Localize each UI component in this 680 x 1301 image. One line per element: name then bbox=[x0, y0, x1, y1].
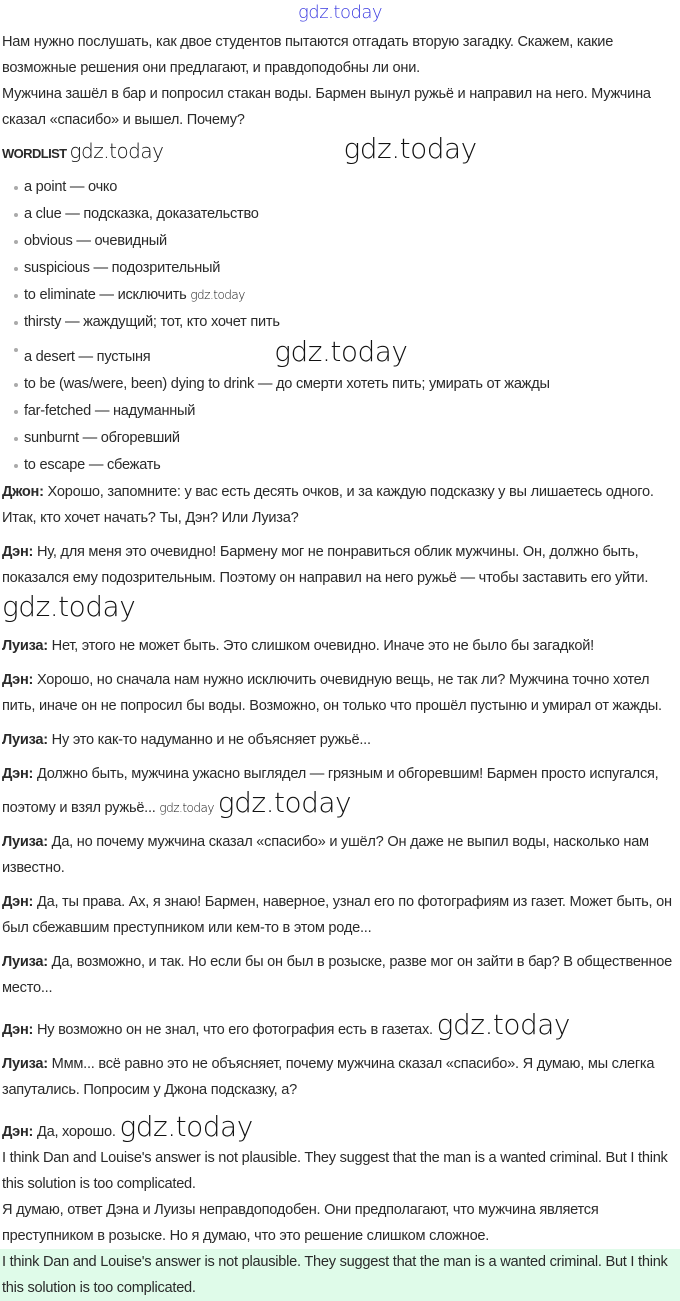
list-item-text: thirsty — жаждущий; тот, кто хочет пить bbox=[24, 314, 280, 330]
list-item-text: a desert — пустыня bbox=[24, 349, 151, 365]
dialogue-line bbox=[2, 829, 680, 881]
dialogue-text: Хорошо, запомните: у вас есть десять очков, и за каждую подсказку у вы лишаетесь одного. Итак, кто хочет начать? Ты, Дэн? Или Луиза? bbox=[2, 484, 654, 526]
dialogue-text: Да, возможно, и так. Но если бы он был в розыске, разве мог он зайти в бар? В общественное место... bbox=[2, 954, 673, 996]
riddle-text: Мужчина зашёл в бар и попросил стакан воды. Бармен вынул ружьё и направил на него. Мужчина сказал «спасибо» и вышел. Почему? bbox=[2, 86, 651, 128]
watermark: gdz.today bbox=[190, 288, 245, 302]
watermark: gdz.today bbox=[274, 335, 408, 368]
watermark-top: gdz.today bbox=[298, 2, 383, 23]
watermark: gdz.today bbox=[119, 1110, 253, 1143]
speaker-name: Дэн: bbox=[2, 1022, 34, 1038]
dialogue-text: Ну возможно он не знал, что его фотография есть в газетах. bbox=[33, 1022, 433, 1038]
speaker-name: Луиза: bbox=[2, 1056, 48, 1072]
wordlist bbox=[2, 174, 680, 479]
dialogue-text: Ну это как-то надуманно и не объясняет ружьё... bbox=[47, 732, 371, 748]
list-item-text: a point — очко bbox=[24, 179, 118, 195]
watermark: gdz.today bbox=[159, 801, 214, 815]
list-item-text: to eliminate — исключить bbox=[24, 287, 187, 303]
watermark: gdz.today bbox=[436, 1008, 570, 1041]
dialogue-text: Да, но почему мужчина сказал «спасибо» и ушёл? Он даже не выпил воды, насколько нам известно. bbox=[2, 834, 649, 876]
speaker-name: Луиза: bbox=[2, 638, 48, 654]
list-item-text: obvious — очевидный bbox=[24, 233, 167, 249]
wordlist-title: WORDLIST bbox=[2, 146, 67, 161]
dialogue-line bbox=[2, 761, 680, 821]
dialogue-text: Хорошо, но сначала нам нужно исключить очевидную вещь, не так ли? Мужчина точно хотел пить, иначе он не попросил бы воды. Возможно, он только что прошёл пустыню и умирал от жажды. bbox=[2, 672, 662, 714]
list-item bbox=[14, 228, 680, 255]
list-item bbox=[14, 336, 680, 371]
watermark: gdz.today bbox=[2, 590, 136, 623]
answer-en: I think Dan and Louise's answer is not plausible. They suggest that the man is a wanted criminal. But I think this solution is too complicated. bbox=[2, 1150, 668, 1192]
answer-highlighted: I think Dan and Louise's answer is not plausible. They suggest that the man is a wanted criminal. But I think this solution is too complicated. bbox=[0, 1249, 680, 1301]
speaker-name: Луиза: bbox=[2, 954, 48, 970]
dialogue-line bbox=[2, 539, 680, 625]
list-item bbox=[14, 371, 680, 398]
list-item bbox=[14, 309, 680, 336]
list-item bbox=[14, 255, 680, 282]
list-item-text: far-fetched — надуманный bbox=[24, 403, 196, 419]
dialogue-text: Да, ты права. Ах, я знаю! Бармен, наверное, узнал его по фотографиям из газет. Может быть, он был сбежавшим преступником или кем-то в этом роде... bbox=[2, 894, 672, 936]
speaker-name: Дэн: bbox=[2, 894, 34, 910]
list-item-text: suspicious — подозрительный bbox=[24, 260, 221, 276]
dialogue-text: Ну, для меня это очевидно! Бармену мог не понравиться облик мужчины. Он, должно быть, показался ему подозрительным. Поэтому он направил на него ружьё — чтобы заставить его уйти. bbox=[2, 544, 649, 586]
watermark: gdz.today bbox=[217, 786, 352, 819]
list-item bbox=[14, 201, 680, 228]
list-item bbox=[14, 452, 680, 479]
answer-ru: Я думаю, ответ Дэна и Луизы неправдоподобен. Они предполагают, что мужчина является преступником в розыске. Но я думаю, что это решение слишком сложное. bbox=[2, 1202, 599, 1244]
list-item-text: sunburnt — обгоревший bbox=[24, 430, 180, 446]
dialogue-text: Ммм... всё равно это не объясняет, почему мужчина сказал «спасибо». Я думаю, мы слегка запутались. Попросим у Джона подсказку, а? bbox=[2, 1056, 655, 1098]
speaker-name: Дэн: bbox=[2, 766, 34, 782]
list-item-text: a clue — подсказка, доказательство bbox=[24, 206, 259, 222]
speaker-name: Джон: bbox=[2, 484, 44, 500]
list-item bbox=[14, 282, 680, 309]
list-item bbox=[14, 174, 680, 201]
content bbox=[2, 0, 680, 1301]
wordlist-header bbox=[2, 133, 680, 172]
dialogue bbox=[2, 479, 680, 1145]
dialogue-text: Нет, этого не может быть. Это слишком очевидно. Иначе это не было бы загадкой! bbox=[47, 638, 594, 654]
dialogue-line bbox=[2, 1009, 680, 1043]
watermark: gdz.today bbox=[69, 139, 164, 163]
speaker-name: Дэн: bbox=[2, 672, 34, 688]
speaker-name: Луиза: bbox=[2, 732, 48, 748]
intro-text: Нам нужно послушать, как двое студентов пытаются отгадать вторую загадку. Скажем, какие возможные решения они предлагают, и правдоподобны ли они. bbox=[2, 34, 614, 76]
dialogue-text: Да, хорошо. bbox=[33, 1124, 116, 1140]
dialogue-text: Должно быть, мужчина ужасно выглядел — грязным и обгоревшим! Бармен просто испугался, поэтому и взял ружьё... bbox=[2, 766, 659, 816]
list-item bbox=[14, 398, 680, 425]
dialogue-line bbox=[2, 1111, 680, 1145]
dialogue-line bbox=[2, 667, 680, 719]
dialogue-line bbox=[2, 889, 680, 941]
speaker-name: Дэн: bbox=[2, 544, 34, 560]
dialogue-line bbox=[2, 949, 680, 1001]
dialogue-line bbox=[2, 1051, 680, 1103]
list-item-text: to escape — сбежать bbox=[24, 457, 161, 473]
watermark: gdz.today bbox=[343, 132, 477, 165]
dialogue-line bbox=[2, 727, 680, 753]
dialogue-line bbox=[2, 479, 680, 531]
list-item bbox=[14, 425, 680, 452]
speaker-name: Луиза: bbox=[2, 834, 48, 850]
dialogue-line bbox=[2, 633, 680, 659]
speaker-name: Дэн: bbox=[2, 1124, 34, 1140]
list-item-text: to be (was/were, been) dying to drink — до смерти хотеть пить; умирать от жажды bbox=[24, 376, 550, 392]
